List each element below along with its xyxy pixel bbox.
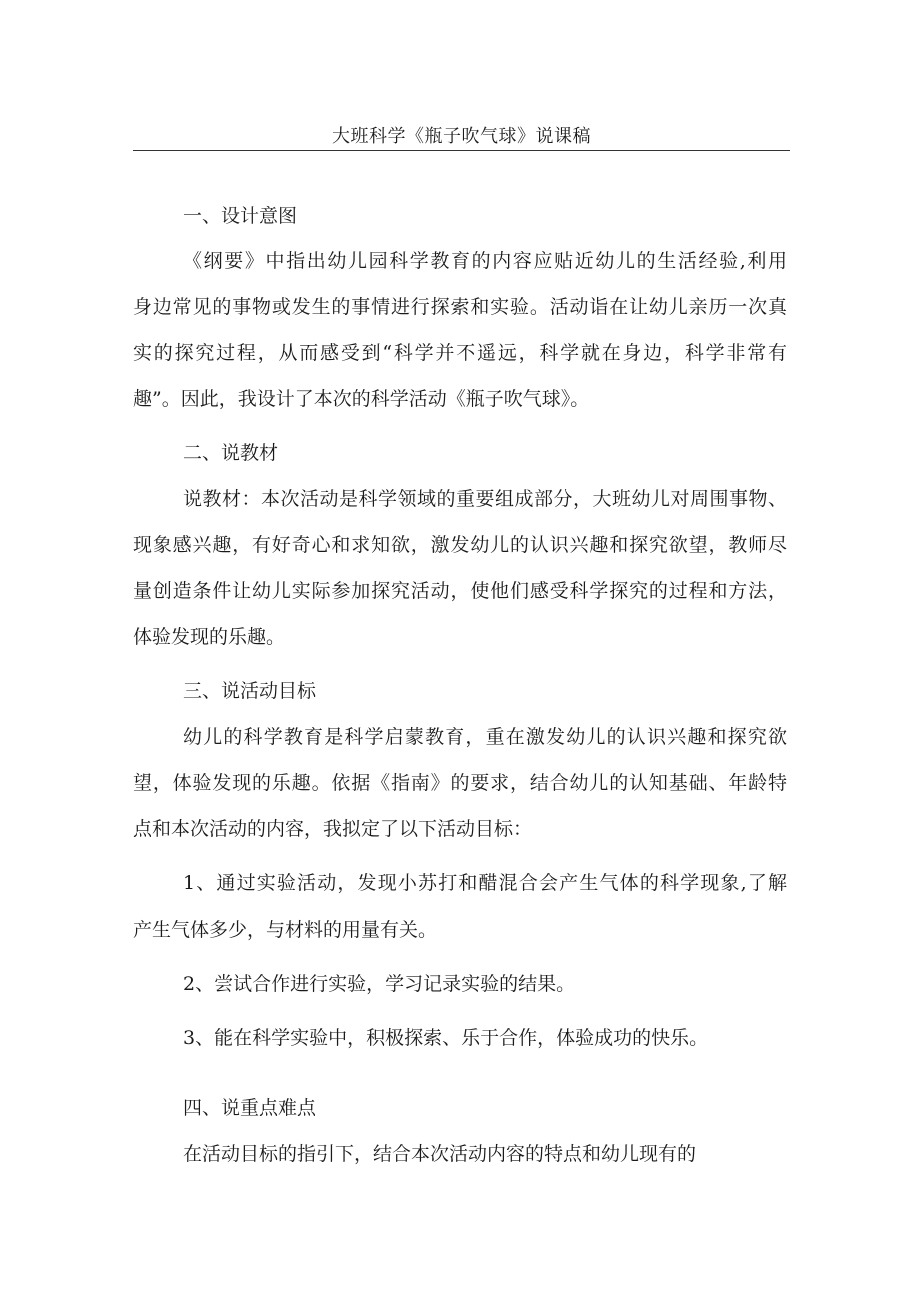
section-heading-design-intent: 一、设计意图: [183, 205, 298, 227]
paragraph-line: 实的探究过程，从而感受到“科学并不遥远，科学就在身边，科学非常有: [133, 342, 787, 364]
paragraph-line: 望，体验发现的乐趣。依据《指南》的要求，结合幼儿的认知基础、年龄特: [133, 772, 787, 794]
goal-item-1: 1、通过实验活动，发现小苏打和醋混合会产生气体的科学现象,了解: [183, 872, 787, 894]
paragraph-line: 说教材：本次活动是科学领域的重要组成部分，大班幼儿对周围事物、: [183, 488, 787, 510]
goal-item-2: 2、尝试合作进行实验，学习记录实验的结果。: [183, 973, 576, 995]
page-header: [133, 124, 790, 151]
paragraph-line: 幼儿的科学教育是科学启蒙教育，重在激发幼儿的认识兴趣和探究欲: [183, 726, 787, 748]
paragraph-line: 在活动目标的指引下，结合本次活动内容的特点和幼儿现有的: [183, 1143, 697, 1165]
paragraph-line: 《纲要》中指出幼儿园科学教育的内容应贴近幼儿的生活经验,利用: [183, 250, 787, 272]
paragraph-line: 现象感兴趣，有好奇心和求知欲，激发幼儿的认识兴趣和探究欲望，教师尽: [133, 534, 787, 556]
section-heading-teaching-material: 二、说教材: [183, 442, 279, 464]
paragraph-line: 体验发现的乐趣。: [133, 626, 286, 648]
section-heading-activity-goals: 三、说活动目标: [183, 680, 317, 702]
paragraph-line: 量创造条件让幼儿实际参加探究活动，使他们感受科学探究的过程和方法，: [133, 580, 787, 602]
paragraph-line: 点和本次活动的内容，我拟定了以下活动目标：: [133, 818, 533, 840]
document-title: 大班科学《瓶子吹气球》说课稿: [332, 126, 591, 147]
paragraph-line: 身边常见的事物或发生的事情进行探索和实验。活动诣在让幼儿亲历一次真: [133, 296, 787, 318]
goal-item-3: 3、能在科学实验中，积极探索、乐于合作，体验成功的快乐。: [183, 1027, 709, 1049]
goal-item-1-cont: 产生气体多少，与材料的用量有关。: [133, 919, 438, 941]
paragraph-line: 趣”。因此，我设计了本次的科学活动《瓶子吹气球》。: [133, 388, 590, 410]
section-heading-key-difficulties: 四、说重点难点: [183, 1097, 317, 1119]
